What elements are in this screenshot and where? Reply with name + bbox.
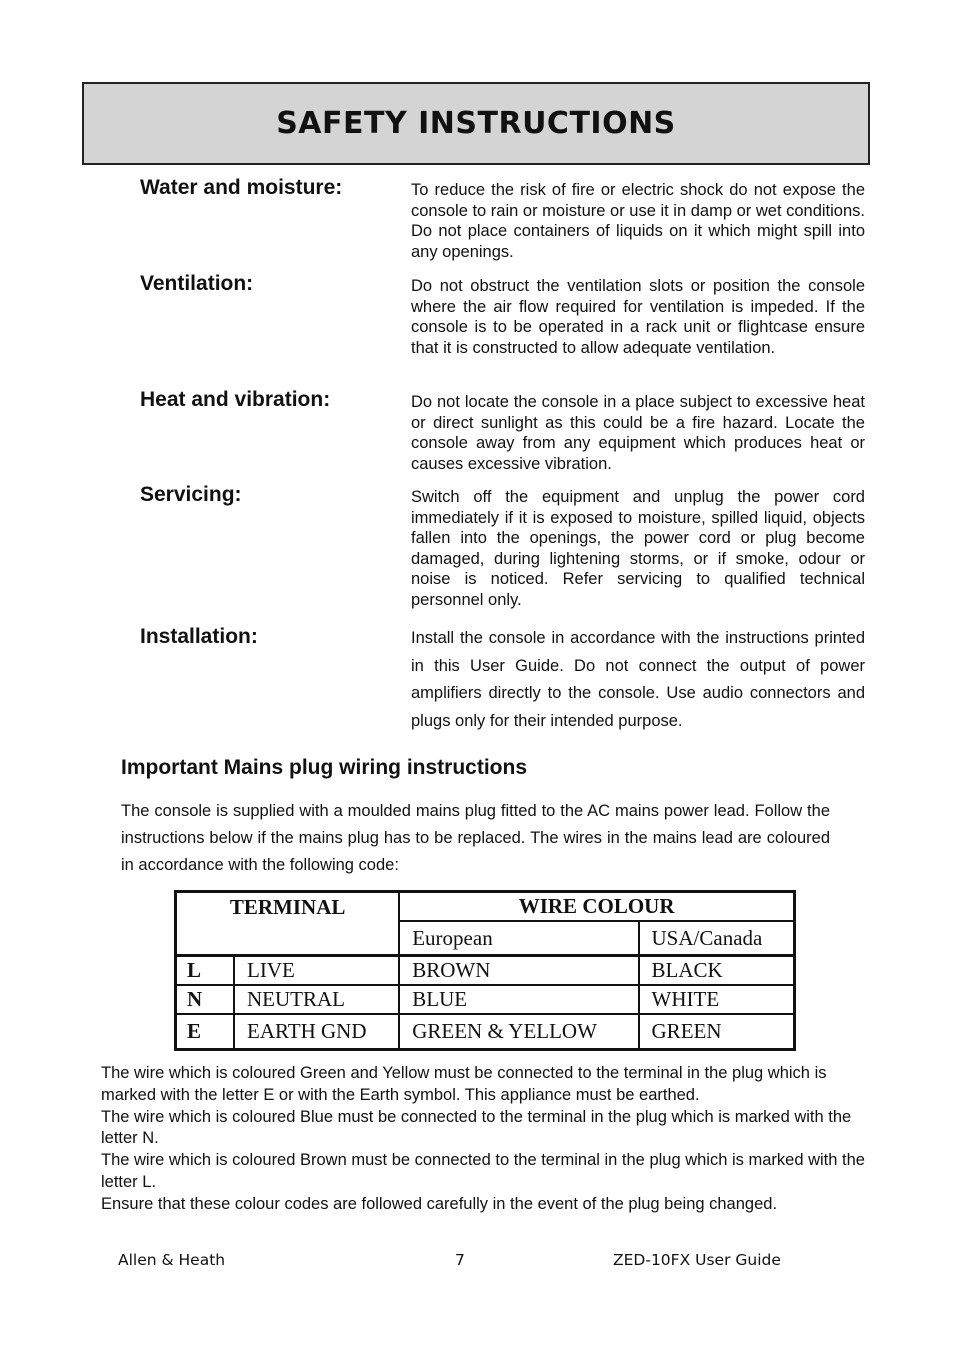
terminal-name: NEUTRAL: [234, 985, 399, 1014]
wiring-notes: [101, 1063, 871, 1216]
terminal-name: EARTH GND: [234, 1014, 399, 1050]
terminal-code: L: [176, 956, 235, 986]
terminal-header: TERMINAL: [176, 892, 400, 956]
terminal-name: LIVE: [234, 956, 399, 986]
usa-colour: GREEN: [639, 1014, 795, 1050]
section-label: Water and moisture:: [140, 176, 343, 199]
title-banner: [82, 82, 870, 165]
european-colour: GREEN & YELLOW: [399, 1014, 638, 1050]
section-text: To reduce the risk of fire or electric shock do not expose the console to rain or moisture or use it in damp or wet conditions. Do not place containers of liquids on it which might spill into any openings.: [411, 181, 865, 261]
usa-canada-header: USA/Canada: [639, 921, 795, 956]
wire-colour-table: [174, 890, 796, 1051]
note-live: The wire which is coloured Brown must be connected to the terminal in the plug which is marked with the letter L.: [101, 1151, 865, 1191]
section-text: Install the console in accordance with the instructions printed in this User Guide. Do not connect the output of power amplifiers directly to the console. Use audio connectors and plugs only for their intended purpose.: [411, 629, 865, 730]
note-earth: The wire which is coloured Green and Yellow must be connected to the terminal in the plug which is marked with the letter E or with the Earth symbol. This appliance must be earthed.: [101, 1064, 827, 1104]
wire-colour-header: WIRE COLOUR: [399, 892, 794, 922]
terminal-code: E: [176, 1014, 235, 1050]
section-label: Ventilation:: [140, 272, 254, 295]
usa-colour: WHITE: [639, 985, 795, 1014]
european-colour: BROWN: [399, 956, 638, 986]
footer-company: Allen & Heath: [118, 1251, 226, 1269]
table-row: [176, 985, 795, 1014]
usa-colour: BLACK: [639, 956, 795, 986]
european-header: European: [399, 921, 638, 956]
section-text: Switch off the equipment and unplug the power cord immediately if it is exposed to moisture, spilled liquid, objects fallen into the openings, the power cord or plug become damaged, during lightening storms, or if smoke, odour or noise is noticed. Refer servicing to qualified technical personnel only.: [411, 488, 865, 609]
european-colour: BLUE: [399, 985, 638, 1014]
footer-product: ZED-10FX User Guide: [613, 1251, 781, 1269]
mains-intro: The console is supplied with a moulded mains plug fitted to the AC mains power lead. Follow the instructions below if the mains plug has to be replaced. The wires in the mains lead are coloured in accordance with the following code:: [121, 802, 830, 874]
page-title: SAFETY INSTRUCTIONS: [276, 106, 676, 141]
section-text: Do not locate the console in a place subject to excessive heat or direct sunlight as this could be a fire hazard. Locate the console away from any equipment which produces heat or causes excessive vibration.: [411, 393, 865, 473]
table-row: [176, 1014, 795, 1050]
mains-heading: Important Mains plug wiring instructions: [121, 756, 528, 779]
section-label: Servicing:: [140, 483, 242, 506]
section-label: Heat and vibration:: [140, 388, 331, 411]
section-text: Do not obstruct the ventilation slots or position the console where the air flow required for ventilation is impeded. If the console is to be operated in a rack unit or flightcase ensure that it is constructed to allow adequate ventilation.: [411, 277, 865, 357]
footer-page-number: 7: [455, 1251, 465, 1269]
section-label: Installation:: [140, 625, 258, 648]
table-row: [176, 956, 795, 986]
note-neutral: The wire which is coloured Blue must be connected to the terminal in the plug which is marked with the letter N.: [101, 1107, 852, 1148]
terminal-code: N: [176, 985, 235, 1014]
note-ensure: Ensure that these colour codes are followed carefully in the event of the plug being changed.: [101, 1194, 778, 1213]
